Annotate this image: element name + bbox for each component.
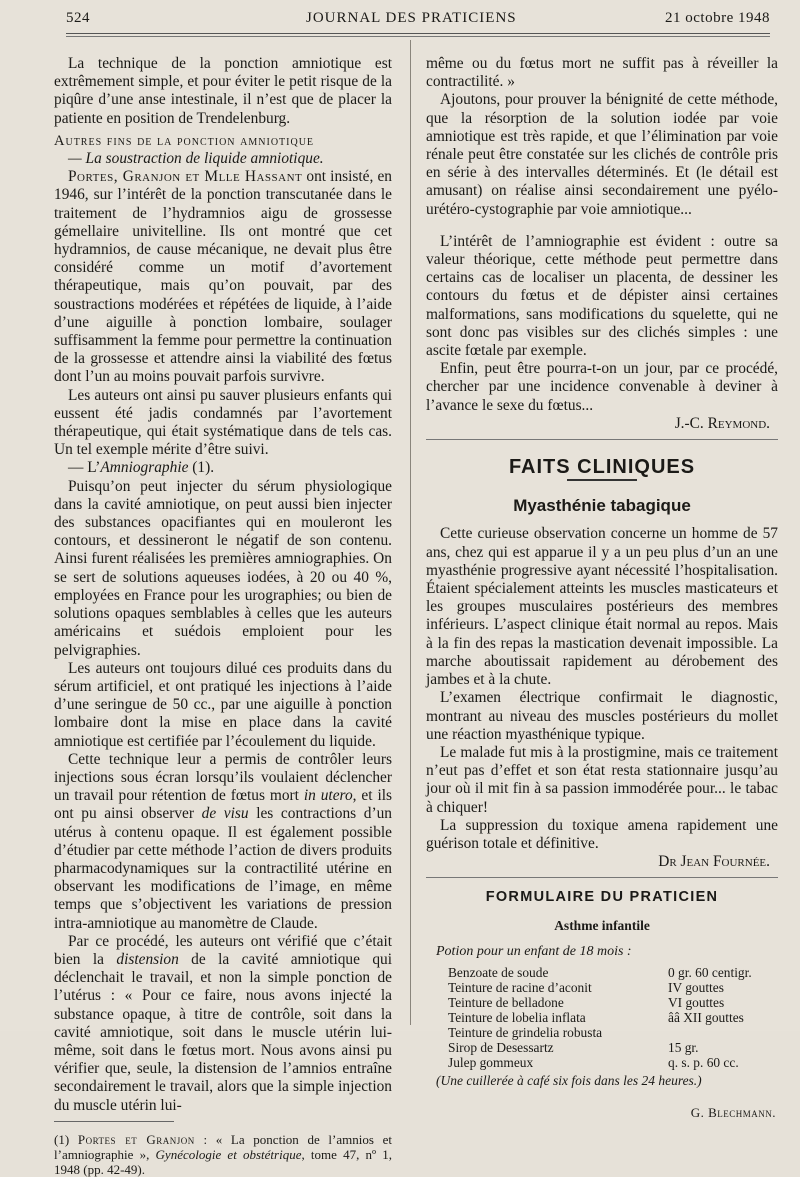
ingredient-dose: IV gouttes — [668, 979, 724, 995]
ingredient-name: Teinture de grindelia robusta — [448, 1024, 603, 1040]
subheading-soustraction: — La soustraction de liquide amniotique. — [68, 150, 324, 168]
author-names: Portes, Granjon et Mlle Hassant — [68, 168, 303, 186]
ingredient-dose: q. s. p. 60 cc. — [668, 1054, 739, 1070]
dosage-note: (Une cuillerée à café six fois dans les 24 heures.) — [436, 1072, 702, 1088]
paragraph: La technique de la ponction amniotique est extrêmement simple, et pour éviter le petit risque de la piqûre d’une anse intestinale, il n’est que de placer la patiente en position de Trendelenburg. — [54, 55, 392, 127]
prescription-table — [448, 965, 752, 1070]
prescription-row — [448, 1010, 752, 1025]
ingredient-dose — [660, 1025, 752, 1040]
journal-title: JOURNAL DES PRATICIENS — [306, 10, 517, 26]
paragraph: L’intérêt de l’amniographie est évident : outre sa valeur théorique, cette méthode peut permettre dans certains cas de localiser un placenta, de dessiner les contours du fœtus et de dépister ainsi certaines malformations, sans modifications du squelette, qui ne sont donc pas visibles sur des clichés simples : une ascite fœtale par exemple. — [426, 232, 778, 360]
signature-blechmann: G. Blechmann. — [690, 1105, 776, 1121]
header-rule — [66, 33, 770, 37]
right-column — [426, 55, 778, 1122]
footnote-rule — [54, 1121, 174, 1122]
ingredient-name: Sirop de Desessartz — [448, 1039, 554, 1055]
ingredient-dose: 15 gr. — [668, 1039, 699, 1055]
ingredient-name: Teinture de belladone — [448, 994, 564, 1010]
paragraph: Portes, Granjon et Mlle Hassant ont insisté, en 1946, sur l’intérêt de la ponction transcutanée dans le traitement de l’hydramnios aigu de grossesse gémellaire univitelline. Ils ont montré que cet hydramnios, de cause mécanique, ne devait plus être considéré comme un motif d’avortement thérapeutique, mais qu’on pouvait, par des soustractions modérées et répétées de liquide, à l’aide d’une aiguille à ponction lombaire, soulager suffisamment la femme pour permettre la continuation de la grossesse et attendre ainsi la viabilité des fœtus dont l’un au moins pouvait parfois survivre. — [54, 168, 392, 386]
left-column — [54, 55, 392, 1177]
running-header — [66, 10, 770, 32]
prescription-row — [448, 980, 752, 995]
prescription-row — [448, 1025, 752, 1040]
ingredient-dose: 0 gr. 60 centigr. — [668, 964, 752, 980]
paragraph: Ajoutons, pour prouver la bénignité de cette méthode, que la résorption de la solution iodée par voie amniotique est très rapide, et que l’élimination par voie rénale peut être constatée sur les clichés de contrôle pris en série à des intervalles déterminés. Et (le détail est amusant) on réalise ainsi secondairement une pyélo-urétéro-cystographie par voie amniotique... — [426, 91, 778, 218]
issue-date: 21 octobre 1948 — [665, 10, 770, 26]
paragraph: Cette technique leur a permis de contrôler leurs injections sous écran lorsqu’ils voulaient déclencher un travail pour rétention de fœtus mort in utero, et ils ont pu ainsi observer de visu les contractions d’un utérus à contenu opaque. Il est également possible d’étudier par cette méthode l’action de divers produits pharmacodynamiques sur la contractilité utérine en observant les modifications de l’image, en même temps que s’objectivent les variations de pression intra-amniotique au manomètre de Claude. — [54, 750, 392, 932]
paragraph: même ou du fœtus mort ne suffit pas à réveiller la contractilité. » — [426, 55, 778, 91]
ingredient-name: Teinture de lobelia inflata — [448, 1009, 586, 1025]
formulaire-title: FORMULAIRE DU PRATICIEN — [485, 889, 719, 906]
ingredient-dose: ââ XII gouttes — [668, 1009, 744, 1025]
prescription-intro: Potion pour un enfant de 18 mois : — [436, 943, 632, 959]
ingredient-name: Julep gommeux — [448, 1054, 534, 1070]
prescription-row — [448, 965, 752, 980]
ingredient-name: Benzoate de soude — [448, 964, 549, 980]
paragraph: Par ce procédé, les auteurs ont vérifié que c’était bien la distension de la cavité amniotique qui déclenchait le travail, et non la simple ponction de l’utérus : « Pour ce faire, nous avons injecté la substance opaque, à titre de contrôle, soit dans la cavité amniotique, soit dans le muscle utérin lui-même, soit dans le fœtus mort. Nous avons ainsi pu vérifier que, seule, la distension de l’amnios entraîne secondairement le travail, alors que la simple injection du muscle utérin lui- — [54, 932, 392, 1114]
prescription-row — [448, 1055, 752, 1070]
formula-title: Asthme infantile — [554, 917, 650, 933]
paragraph: Les auteurs ont ainsi pu sauver plusieurs enfants qui eussent été jadis condamnés par l’avortement thérapeutique, qui était systématique dans de tels cas. Un tel exemple mérite d’être suivi. — [54, 386, 392, 459]
signature-fournee: Dr Jean Fournée. — [658, 853, 770, 871]
paragraph: La suppression du toxique amena rapidement une guérison totale et définitive. — [426, 816, 778, 852]
paragraph: Enfin, peut être pourra-t-on un jour, par ce procédé, chercher par une incidence convenable à deviner à l’avance le sexe du fœtus... — [426, 360, 778, 414]
title-underline — [567, 479, 637, 481]
column-divider — [410, 40, 411, 1025]
section-rule — [426, 439, 778, 440]
ingredient-dose: VI gouttes — [668, 994, 725, 1010]
article-title: Myasthénie tabagique — [513, 496, 691, 516]
section-heading: Autres fins de la ponction amniotique — [54, 132, 315, 149]
section-rule — [426, 877, 778, 878]
signature-reymond: J.-C. Reymond. — [674, 414, 770, 432]
paragraph: L’examen électrique confirmait le diagnostic, montrant au niveau des muscles postérieurs du mollet une réaction myasthénique typique. — [426, 689, 778, 743]
footnote: (1) Portes et Granjon : « La ponction de l’amnios et l’amniographie », Gynécologie et obstétrique, tome 47, nº 1, 1948 (pp. 42-49). — [54, 1131, 392, 1177]
page-number: 524 — [66, 10, 90, 26]
section-title-faits-cliniques: FAITS CLINIQUES — [508, 456, 696, 479]
ingredient-name: Teinture de racine d’aconit — [448, 979, 592, 995]
paragraph: Les auteurs ont toujours dilué ces produits dans du sérum artificiel, et ont pratiqué les injections à l’aide d’une seringue de 50 cc., par une aiguille à ponction lombaire dont la mise en place dans la cavité amniotique est certifiée par l’écoulement du liquide. — [54, 659, 392, 750]
prescription-row — [448, 995, 752, 1010]
subheading-amniographie: — L’Amniographie (1). — [68, 459, 215, 477]
paragraph: Cette curieuse observation concerne un homme de 57 ans, chez qui est apparue il y a un peu plus d’un an une myasthénie progressive ayant nécessité l’hospitalisation. Étaient spécialement atteints les muscles masticateurs et les groupes musculaires postérieurs des membres inférieurs. L’aspect clinique était normal au repos. Mais à la fin des repas la mastication devenait impossible. La marche aboutissait rapidement au dérobement des jambes et à la chute. — [426, 525, 778, 689]
paragraph: Le malade fut mis à la prostigmine, mais ce traitement n’eut pas d’effet et son état resta stationnaire jusqu’au jour où il mit fin à sa passion immodérée pour... le tabac à chiquer! — [426, 743, 778, 816]
paragraph: Puisqu’on peut injecter du sérum physiologique dans la cavité amniotique, on peut aussi bien injecter des substances opacifiantes qui en mouleront les contours, et dessineront le négatif de son contenu. Ainsi furent réalisées les premières amniographies. On se sert de solutions aqueuses iodées, à 20 ou 40 %, employées en France pour les urographies; ou bien de solutions opaques semblables à celles que les auteurs américains et suédois emploient pour les pelvigraphies. — [54, 477, 392, 659]
prescription-row — [448, 1040, 752, 1055]
